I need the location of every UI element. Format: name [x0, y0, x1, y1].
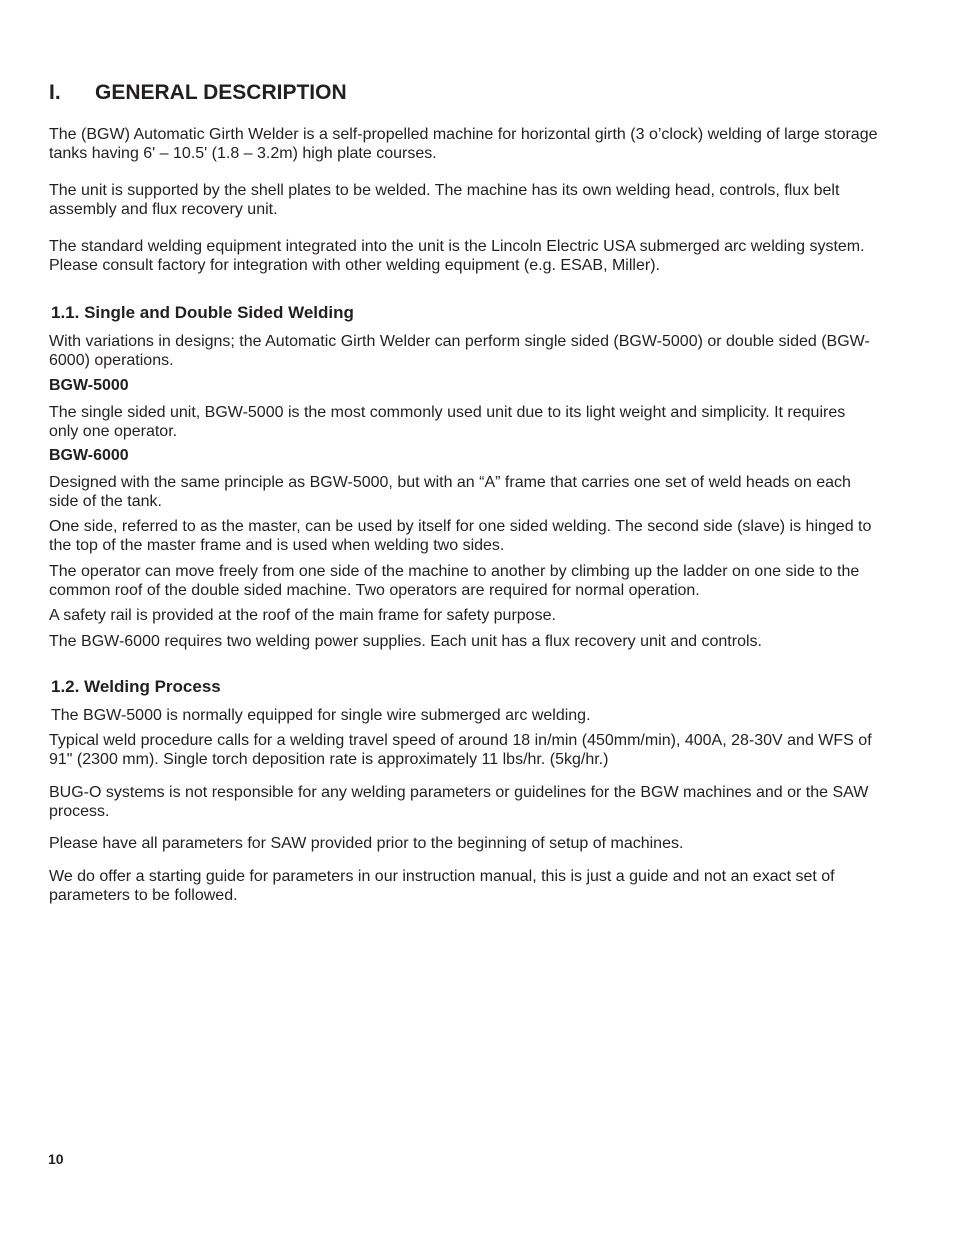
process-paragraph-1: The BGW-5000 is normally equipped for single wire submerged arc welding. [51, 707, 591, 724]
section-heading [49, 81, 347, 105]
bgw6000-paragraph-3: The operator can move freely from one side of the machine to another by climbing up the ladder on one side to the common roof of the double sided machine. Two operators are required for normal operation. [49, 563, 860, 599]
page-number: 10 [48, 1151, 64, 1167]
bgw5000-heading: BGW-5000 [49, 377, 129, 394]
intro-paragraph-1: The (BGW) Automatic Girth Welder is a self-propelled machine for horizontal girth (3 o’clock) welding of large storage tanks having 6' – 10.5' (1.8 – 3.2m) high plate courses. [49, 126, 878, 162]
bgw6000-paragraph-1: Designed with the same principle as BGW-5000, but with an “A” frame that carries one set of weld heads on each side of the tank. [49, 474, 851, 510]
bgw6000-paragraph-5: The BGW-6000 requires two welding power supplies. Each unit has a flux recovery unit and controls. [49, 633, 762, 650]
process-paragraph-5: We do offer a starting guide for parameters in our instruction manual, this is just a guide and not an exact set of parameters to be followed. [49, 868, 835, 904]
bgw5000-paragraph: The single sided unit, BGW-5000 is the most commonly used unit due to its light weight and simplicity. It requires only one operator. [49, 404, 846, 440]
subsection-1-intro: With variations in designs; the Automatic Girth Welder can perform single sided (BGW-5000) or double sided (BGW-6000) operations. [49, 333, 870, 369]
intro-paragraph-2: The unit is supported by the shell plates to be welded. The machine has its own welding head, controls, flux belt assembly and flux recovery unit. [49, 182, 840, 218]
process-paragraph-2: Typical weld procedure calls for a welding travel speed of around 18 in/min (450mm/min), 400A, 28-30V and WFS of 91" (2300 mm). Single torch deposition rate is approximately 11 lbs/hr. (5kg/hr.) [49, 732, 872, 768]
subsection-2-heading: 1.2. Welding Process [51, 677, 221, 696]
bgw6000-heading: BGW-6000 [49, 447, 129, 464]
section-title: GENERAL DESCRIPTION [95, 81, 347, 104]
bgw6000-paragraph-4: A safety rail is provided at the roof of the main frame for safety purpose. [49, 607, 556, 624]
process-paragraph-3: BUG-O systems is not responsible for any welding parameters or guidelines for the BGW machines and or the SAW process. [49, 784, 869, 820]
process-paragraph-4: Please have all parameters for SAW provided prior to the beginning of setup of machines. [49, 835, 684, 852]
bgw6000-paragraph-2: One side, referred to as the master, can be used by itself for one sided welding. The second side (slave) is hinged to the top of the master frame and is used when welding two sides. [49, 518, 872, 554]
section-number: I. [49, 81, 61, 104]
intro-paragraph-3: The standard welding equipment integrated into the unit is the Lincoln Electric USA submerged arc welding system. Please consult factory for integration with other welding equipment (e.g. ESAB, Miller). [49, 238, 865, 274]
subsection-1-heading: 1.1. Single and Double Sided Welding [51, 303, 354, 322]
